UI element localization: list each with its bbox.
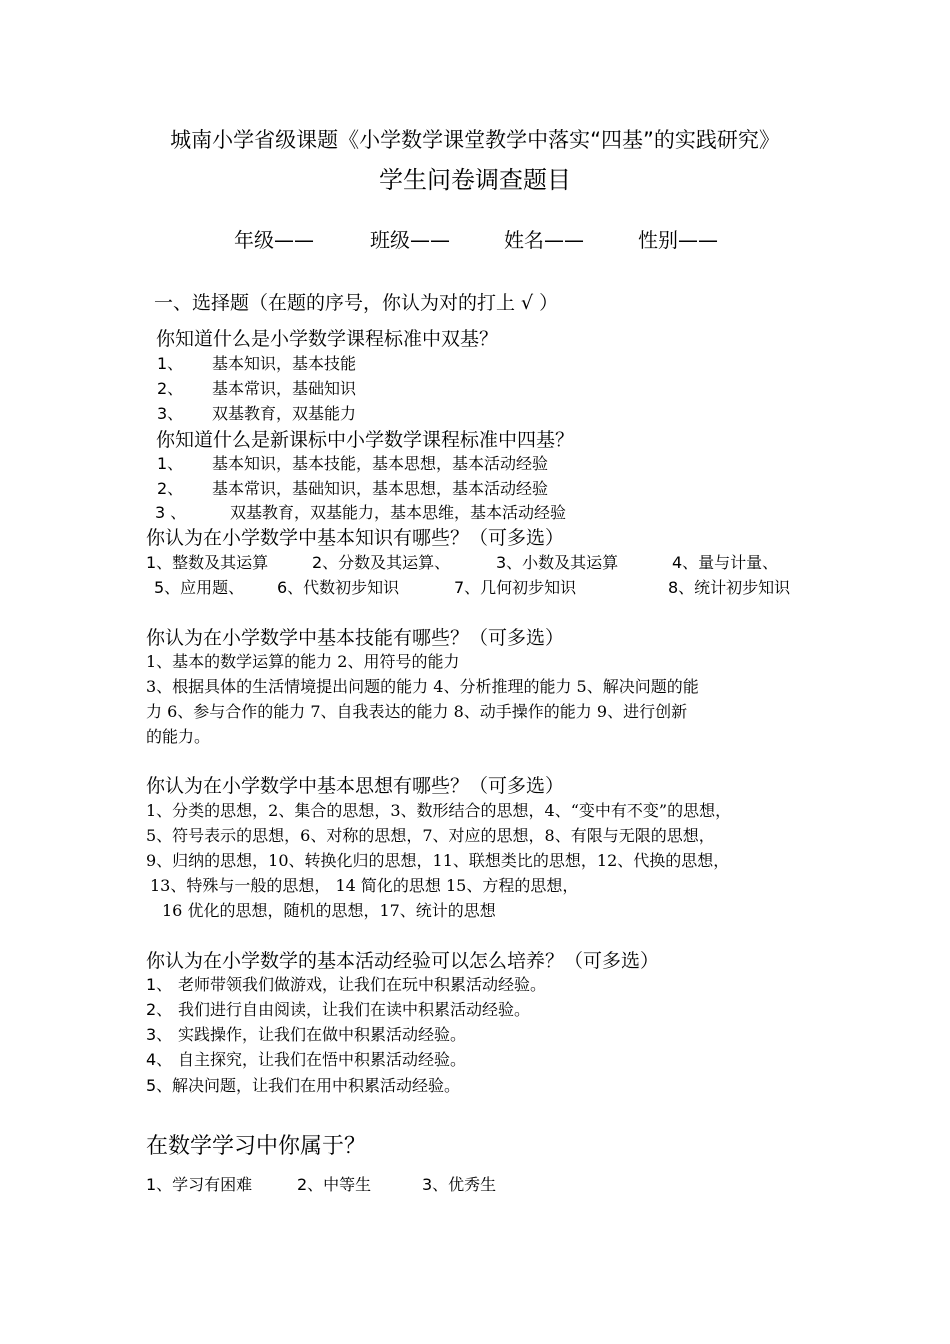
question-5: 你认为在小学数学中基本思想有哪些？（可多选） [146,775,565,797]
class-field: 班级—— [370,228,450,252]
q6-option-text: 自主探究，让我们在悟中积累活动经验。 [178,1050,467,1069]
q6-option-text: 解决问题，让我们在用中积累活动经验。 [172,1076,461,1095]
q4-line: 力 6、参与合作的能力 7、自我表达的能力 8、动手操作的能力 9、进行创新 [146,702,688,721]
gender-field: 性别—— [638,228,718,252]
q3-option: 4、量与计量、 [672,553,779,572]
q7-option: 3、优秀生 [422,1175,497,1194]
q1-option-text: 双基教育，双基能力 [212,404,357,423]
document-title: 城南小学省级课题《小学数学课堂教学中落实“四基”的实践研究》 [170,128,780,152]
q5-line: 16 优化的思想，随机的思想，17、统计的思想 [162,901,496,920]
q6-option-text: 老师带领我们做游戏，让我们在玩中积累活动经验。 [178,975,547,994]
q1-option-num: 1、 [157,354,184,373]
name-field: 姓名—— [504,228,584,252]
q6-option-num: 4、 [146,1050,173,1069]
question-6: 你认为在小学数学的基本活动经验可以怎么培养？（可多选） [146,950,660,972]
question-2: 你知道什么是新课标中小学数学课程标准中四基？ [156,429,575,451]
document-subtitle: 学生问卷调查题目 [379,166,571,194]
q1-option-text: 基本知识，基本技能 [212,354,357,373]
q5-line: 1、分类的思想，2、集合的思想，3、数形结合的思想，4、“变中有不变”的思想， [146,801,732,820]
question-3: 你认为在小学数学中基本知识有哪些？（可多选） [146,527,565,549]
q6-option-text: 我们进行自由阅读，让我们在读中积累活动经验。 [178,1000,531,1019]
q3-option: 7、几何初步知识 [454,578,577,597]
q6-option-text: 实践操作，让我们在做中积累活动经验。 [178,1025,467,1044]
q5-line: 5、符号表示的思想，6、对称的思想，7、对应的思想，8、有限与无限的思想， [146,826,715,845]
q3-option: 1、整数及其运算 [146,553,269,572]
question-7: 在数学学习中你属于？ [146,1134,367,1159]
q1-option-num: 3、 [157,404,184,423]
q4-line: 3、根据具体的生活情境提出问题的能力 4、分析推理的能力 5、解决问题的能 [146,677,699,696]
q7-option: 1、学习有困难 [146,1175,253,1194]
q1-option-num: 2、 [157,379,184,398]
section-heading: 一、选择题（在题的序号，你认为对的打上 √ ） [154,292,559,314]
q5-line: 13、特殊与一般的思想， 14 简化的思想 15、方程的思想， [150,876,579,895]
q3-option: 3、小数及其运算 [496,553,619,572]
q6-option-num: 5、 [146,1076,173,1095]
q3-option: 6、代数初步知识 [277,578,400,597]
q3-option: 5、应用题、 [154,578,245,597]
q2-option-num: 1、 [157,454,184,473]
q5-line: 9、归纳的思想，10、转换化归的思想，11、联想类比的思想，12、代换的思想， [146,851,730,870]
q3-option: 2、分数及其运算、 [312,553,451,572]
q6-option-num: 3、 [146,1025,173,1044]
q2-option-text: 双基教育，双基能力，基本思维，基本活动经验 [230,503,567,522]
q4-line: 的能力。 [146,727,211,746]
grade-field: 年级—— [234,228,314,252]
question-4: 你认为在小学数学中基本技能有哪些？（可多选） [146,627,565,649]
q6-option-num: 2、 [146,1000,173,1019]
q4-line: 1、基本的数学运算的能力 2、用符号的能力 [146,652,460,671]
question-1: 你知道什么是小学数学课程标准中双基？ [156,328,499,350]
q7-option: 2、中等生 [297,1175,372,1194]
q1-option-text: 基本常识，基础知识 [212,379,357,398]
q2-option-num: 2、 [157,479,184,498]
q6-option-num: 1、 [146,975,173,994]
q3-option: 8、统计初步知识 [668,578,791,597]
q2-option-text: 基本常识，基础知识，基本思想，基本活动经验 [212,479,549,498]
q2-option-num: 3 、 [155,503,187,522]
q2-option-text: 基本知识，基本技能，基本思想，基本活动经验 [212,454,549,473]
